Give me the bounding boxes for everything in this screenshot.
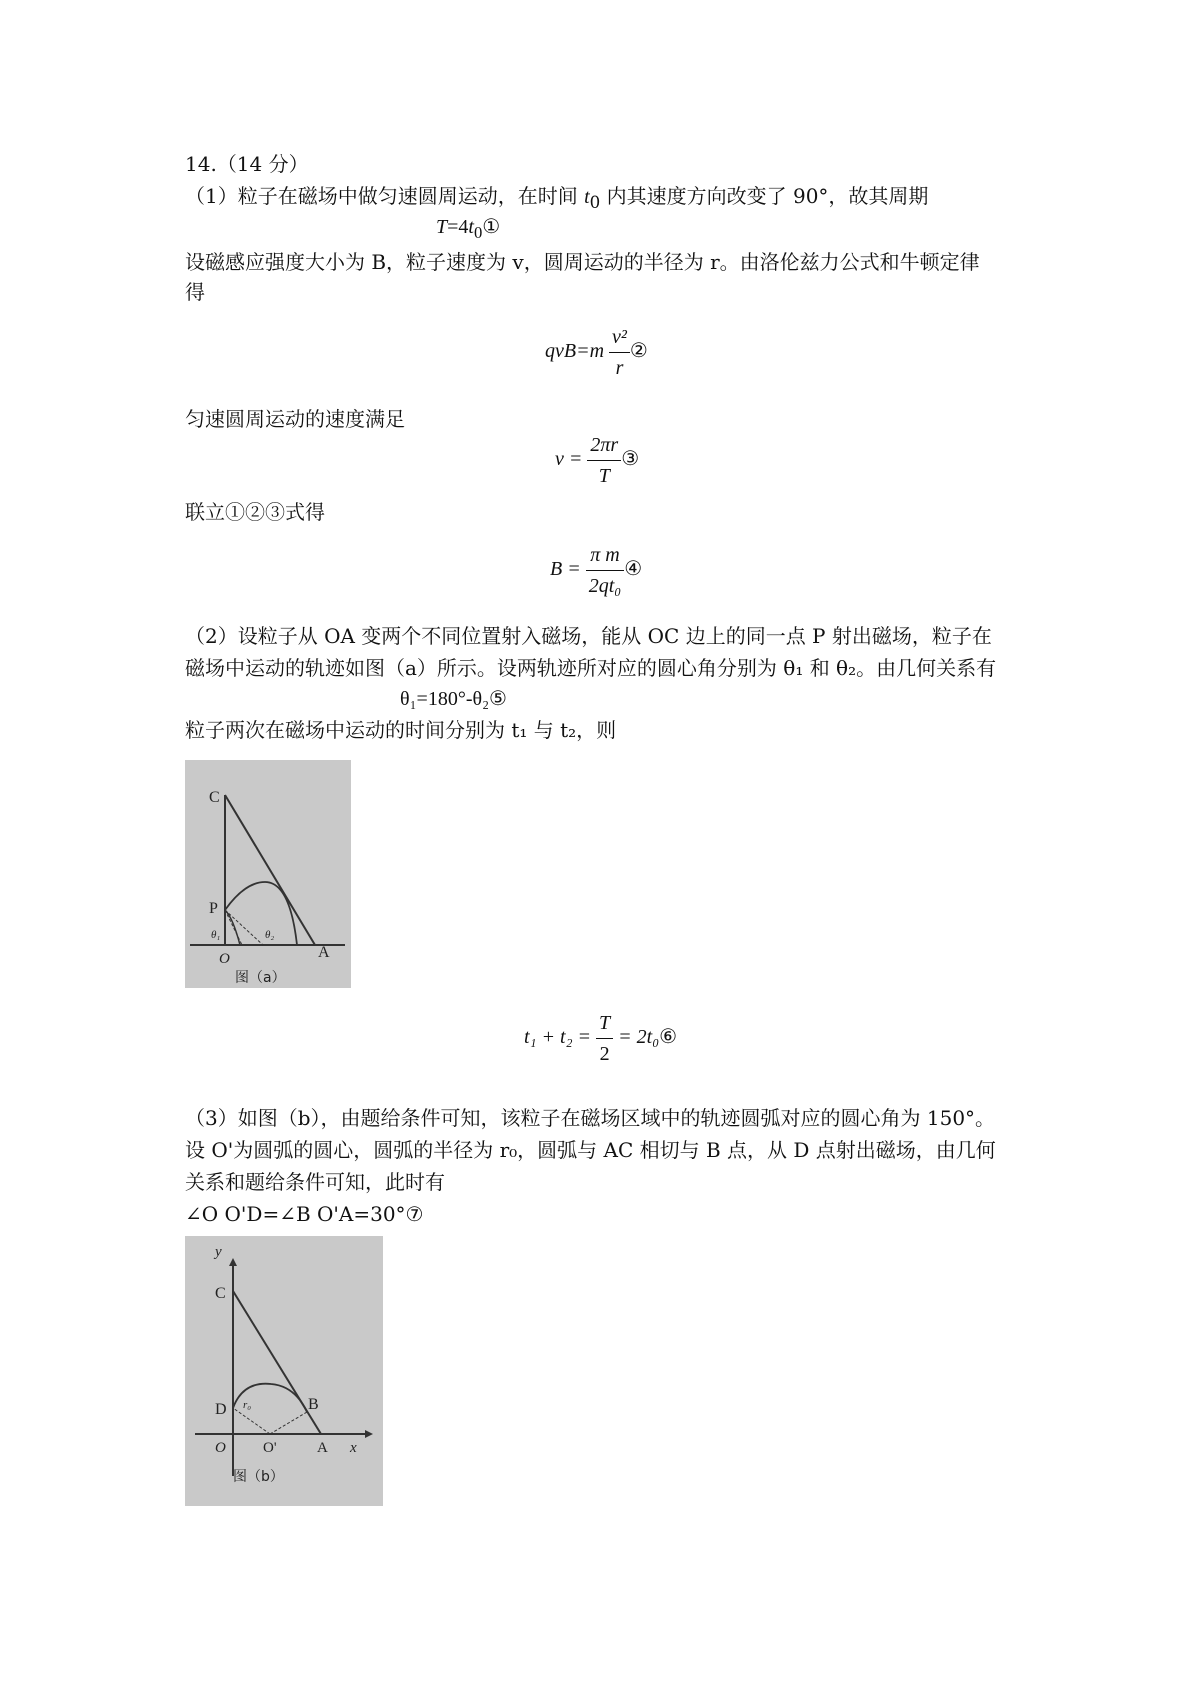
figure-b-radius-d [233, 1408, 270, 1434]
part1-line5: 联立①②③式得 [185, 500, 325, 524]
part1-line1 [185, 182, 928, 217]
eq1-t: t [468, 216, 474, 238]
eq4-fraction [586, 540, 625, 601]
figure-b [185, 1236, 383, 1506]
part1-line2: 设磁感应强度大小为 B，粒子速度为 v，圆周运动的半径为 r。由洛伦兹力公式和牛顿定律 [185, 250, 980, 274]
part2-line2: 磁场中运动的轨迹如图（a）所示。设两轨迹所对应的圆心角分别为 θ₁ 和 θ₂。由几何关系有 [185, 656, 997, 680]
figure-b-y-arrow-icon [229, 1258, 237, 1266]
equation-4 [550, 540, 642, 601]
eq2-lhs: qvB [545, 340, 577, 363]
problem-header [185, 150, 309, 178]
eq3-fraction [587, 430, 621, 491]
figure-b-label-y: y [215, 1244, 222, 1260]
figure-a-drawing [185, 760, 351, 988]
eq2-fraction [609, 322, 630, 383]
figure-b-label-o: O [215, 1440, 226, 1456]
figure-a-label-a: A [318, 944, 330, 961]
eq4-lhs: B = [550, 558, 581, 581]
eq2-mid: =m [576, 340, 605, 363]
figure-a-radius-1 [225, 910, 242, 945]
eq1-rhs: =4 [447, 216, 469, 238]
figure-a-label-theta2: θ₂ [265, 929, 275, 941]
figure-b-label-c: C [215, 1285, 226, 1302]
figure-a-label-o: O [219, 951, 230, 967]
eq6-rhs: = 2t₀ [618, 1026, 660, 1049]
eq4-denominator: 2qt₀ [588, 575, 622, 597]
part1-line1-text-b: 内其速度方向改变了 90°，故其周期 [600, 184, 929, 208]
equation-2 [545, 322, 648, 383]
figure-b-label-d: D [215, 1401, 227, 1418]
part3-line1: （3）如图（b），由题给条件可知，该粒子在磁场区域中的轨迹圆弧对应的圆心角为 150°。 [185, 1106, 996, 1130]
figure-a-radius-2 [225, 910, 263, 945]
part1-line4: 匀速圆周运动的速度满足 [185, 407, 405, 431]
eq6-lhs: t₁ + t₂ = [524, 1026, 592, 1049]
figure-b-label-o-prime: O' [263, 1440, 277, 1456]
figure-a-label-c: C [209, 789, 220, 806]
eq3-marker: ③ [621, 448, 640, 471]
eq1-lhs: T [436, 216, 448, 238]
eq6-numerator: T [596, 1008, 613, 1039]
figure-b-label-x: x [350, 1440, 357, 1456]
eq4-numerator: π m [586, 540, 625, 571]
equation-7: ∠O O'D=∠B O'A=30°⑦ [185, 1202, 424, 1226]
equation-6 [524, 1008, 677, 1069]
part1-line1-t: t [584, 186, 590, 208]
part3-line3: 关系和题给条件可知，此时有 [185, 1170, 445, 1194]
eq3-lhs: v = [555, 448, 583, 471]
figure-b-label-a: A [317, 1440, 328, 1456]
figure-b-drawing [185, 1236, 383, 1506]
part2-line1: （2）设粒子从 OA 变两个不同位置射入磁场，能从 OC 边上的同一点 P 射出磁场，粒子在 [185, 624, 992, 648]
part1-line3: 得 [185, 280, 205, 304]
figure-a [185, 760, 351, 988]
figure-a-caption: 图（a） [235, 970, 286, 986]
eq3-numerator: 2πr [587, 430, 621, 461]
figure-b-label-r0: r₀ [243, 1399, 252, 1411]
eq2-denominator: r [615, 357, 624, 379]
eq4-marker: ④ [624, 558, 643, 581]
equation-1 [436, 214, 500, 243]
figure-b-caption: 图（b） [233, 1469, 284, 1485]
eq6-denominator: 2 [599, 1043, 610, 1065]
figure-a-arc-large [225, 882, 297, 945]
figure-b-label-b: B [308, 1396, 319, 1413]
figure-a-label-theta1: θ₁ [211, 929, 221, 941]
figure-a-label-p: P [209, 900, 218, 917]
eq1-marker: ① [482, 216, 501, 238]
eq6-marker: ⑥ [659, 1026, 678, 1049]
eq1-sub: 0 [473, 223, 483, 242]
part2-line3: 粒子两次在磁场中运动的时间分别为 t₁ 与 t₂，则 [185, 718, 617, 742]
figure-b-x-arrow-icon [365, 1430, 373, 1438]
equation-5: θ₁=180°-θ₂⑤ [400, 688, 507, 710]
problem-number: 14. [185, 152, 217, 176]
part1-line1-sub: 0 [589, 193, 601, 212]
eq6-fraction [596, 1008, 613, 1069]
eq2-marker: ② [629, 340, 648, 363]
part1-line1-text-a: （1）粒子在磁场中做匀速圆周运动，在时间 [185, 184, 585, 208]
problem-score: （14 分） [216, 152, 309, 176]
eq3-denominator: T [598, 465, 610, 487]
figure-a-ca-edge [225, 795, 315, 945]
figure-b-radius-b [270, 1412, 307, 1434]
part3-line2: 设 O'为圆弧的圆心，圆弧的半径为 r₀，圆弧与 AC 相切与 B 点，从 D 点射出磁场，由几何 [185, 1138, 996, 1162]
eq2-numerator: v² [609, 322, 630, 353]
equation-3 [555, 430, 639, 491]
